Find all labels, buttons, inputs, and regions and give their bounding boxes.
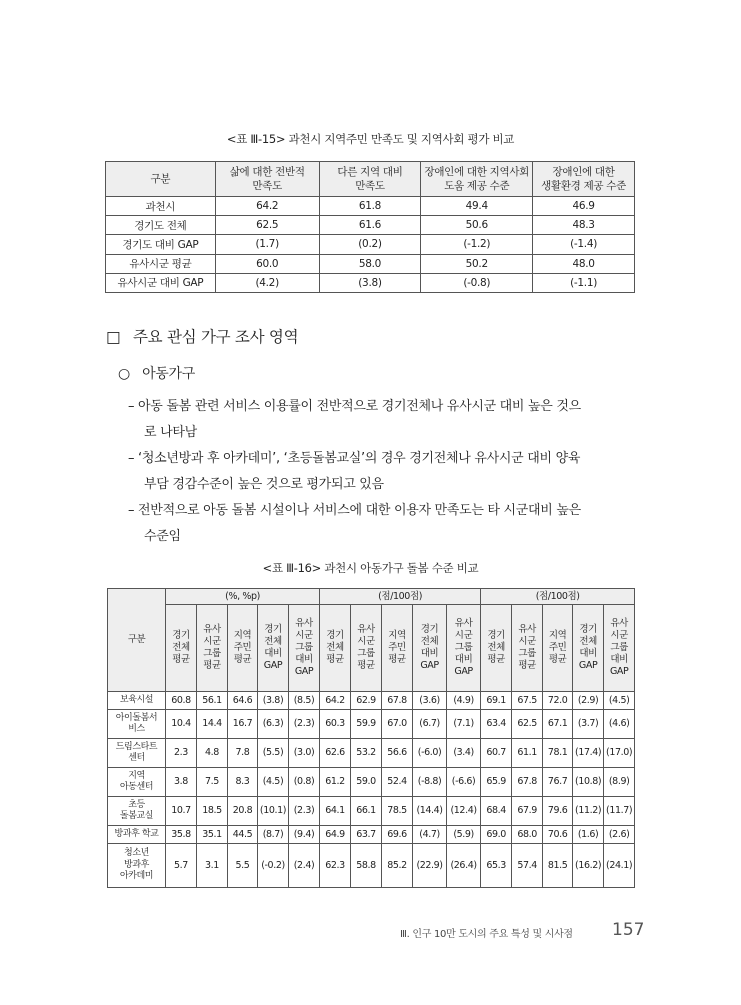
table1-cell: 58.0 (319, 254, 421, 273)
bullet-list (128, 394, 638, 550)
table1-row-label: 경기도 전체 (106, 216, 216, 235)
table2-cell: 62.5 (512, 710, 543, 739)
table1-header-cell (319, 162, 421, 197)
table1-row-label: 유사시군 평균 (106, 254, 216, 273)
table1-cell: (3.8) (319, 273, 421, 292)
section-heading (106, 325, 298, 347)
table1-header-text: 장애인에 대한 지역사회 도움 제공 수준 (424, 166, 530, 192)
table2-sub-header: 경기 전체 평균 (166, 605, 197, 692)
table2-cell: (8.7) (258, 826, 289, 844)
table2-group-header: (점/100점) (481, 589, 635, 605)
table2-cell: 4.8 (197, 739, 228, 768)
sub-text: 아동가구 (142, 366, 195, 382)
table2-cell: 53.2 (351, 739, 382, 768)
table2-cell: 67.8 (382, 692, 413, 710)
table2-cell: (22.9) (413, 844, 447, 888)
table2-cell: (3.4) (447, 739, 481, 768)
table2-cell: (17.4) (573, 739, 604, 768)
table2-cell: 7.8 (228, 739, 258, 768)
table1-cell: (1.7) (215, 235, 319, 254)
table1-cell: 46.9 (533, 197, 635, 216)
page-number: 157 (612, 920, 645, 940)
table2-sub-header: 경기 전체 대비 GAP (573, 605, 604, 692)
table1-cell: (0.2) (319, 235, 421, 254)
table2-cell: 58.8 (351, 844, 382, 888)
table2-row (108, 844, 635, 888)
bullet-line: ‘청소년방과 후 아카데미’, ‘초등돌봄교실’의 경우 경기전체나 유사시군 대비 양육 (138, 451, 581, 466)
table2-sub-header: 유사 시군 그룹 평균 (351, 605, 382, 692)
table2-sub-header: 지역 주민 평균 (543, 605, 573, 692)
table2-cell: 62.3 (320, 844, 351, 888)
table1-caption: <표 Ⅲ-15> 과천시 지역주민 만족도 및 지역사회 평가 비교 (226, 132, 515, 146)
table1-cell: 61.6 (319, 216, 421, 235)
table2-cell: 60.8 (166, 692, 197, 710)
table2-cell: (4.5) (258, 768, 289, 797)
table2-cell: (12.4) (447, 797, 481, 826)
table2-cell: 63.7 (351, 826, 382, 844)
table1-cell: 48.0 (533, 254, 635, 273)
table2-cell: 10.4 (166, 710, 197, 739)
table2-cell: (17.0) (604, 739, 635, 768)
table2-cell: 62.6 (320, 739, 351, 768)
table2-group-header: (점/100점) (320, 589, 481, 605)
table2-cell: 78.1 (543, 739, 573, 768)
subsection-heading (118, 363, 195, 383)
table2-sub-header: 유사 시군 그룹 대비 GAP (604, 605, 635, 692)
table2-cell: (11.7) (604, 797, 635, 826)
bullet-item (128, 498, 638, 550)
bullet-dash: – (128, 451, 135, 466)
table2-cell: (-6.6) (447, 768, 481, 797)
table2-group-row (108, 589, 635, 605)
table2-cell: 67.8 (512, 768, 543, 797)
table2-cell: 52.4 (382, 768, 413, 797)
table2-cell: (6.3) (258, 710, 289, 739)
table2-cell: 68.4 (481, 797, 512, 826)
table2-cell: 68.0 (512, 826, 543, 844)
table2-cell: (-6.0) (413, 739, 447, 768)
table2-cell: 76.7 (543, 768, 573, 797)
table1-row (106, 235, 635, 254)
table1-cell: (-1.1) (533, 273, 635, 292)
table2-cell: (10.8) (573, 768, 604, 797)
table2-cell: 35.1 (197, 826, 228, 844)
satisfaction-table (105, 161, 635, 293)
childcare-table (107, 588, 635, 888)
table2-cell: (2.3) (289, 710, 320, 739)
table2-cell: (-0.2) (258, 844, 289, 888)
table1-row (106, 273, 635, 292)
table2-cell: (26.4) (447, 844, 481, 888)
table2-cell: 59.0 (351, 768, 382, 797)
sub-marker: ○ (118, 366, 130, 382)
table2-cell: 5.7 (166, 844, 197, 888)
table2-row-label: 청소년 방과후 아카데미 (108, 844, 166, 888)
table2-cell: (4.9) (447, 692, 481, 710)
table2-cell: 78.5 (382, 797, 413, 826)
bullet-item (128, 446, 638, 498)
table2-cell: (-8.8) (413, 768, 447, 797)
table2-cell: 64.1 (320, 797, 351, 826)
table1-cell: (-0.8) (421, 273, 533, 292)
table2-cell: (5.9) (447, 826, 481, 844)
table1-cell: (4.2) (215, 273, 319, 292)
table2-cell: 67.9 (512, 797, 543, 826)
table1-header-cell (215, 162, 319, 197)
table1-row-label: 유사시군 대비 GAP (106, 273, 216, 292)
bullet-line: 전반적으로 아동 돌봄 시설이나 서비스에 대한 이용자 만족도는 타 시군대비 높은 (138, 503, 581, 518)
table2-cell: 16.7 (228, 710, 258, 739)
bullet-line: 로 나타남 (144, 425, 197, 440)
table2-cell: 18.5 (197, 797, 228, 826)
table1-cell: 49.4 (421, 197, 533, 216)
table2-row (108, 692, 635, 710)
table1-cell: (-1.4) (533, 235, 635, 254)
table2-row (108, 797, 635, 826)
table1-cell: 60.0 (215, 254, 319, 273)
table2-cell: 67.0 (382, 710, 413, 739)
table2-row (108, 739, 635, 768)
table2-cell: (2.3) (289, 797, 320, 826)
table2-cell: (16.2) (573, 844, 604, 888)
table2-cell: 63.4 (481, 710, 512, 739)
table2-cell: 5.5 (228, 844, 258, 888)
table2-cell: 57.4 (512, 844, 543, 888)
table2-cell: (2.9) (573, 692, 604, 710)
table2-row (108, 768, 635, 797)
table2-cell: 60.7 (481, 739, 512, 768)
table1-row (106, 254, 635, 273)
table2-cell: (2.6) (604, 826, 635, 844)
table2-cell: 7.5 (197, 768, 228, 797)
table1-header-text: 삶에 대한 전반적 만족도 (229, 166, 305, 192)
footer-text: Ⅲ. 인구 10만 도시의 주요 특성 및 시사점 (400, 929, 573, 940)
table2-sub-header: 유사 시군 그룹 대비 GAP (447, 605, 481, 692)
table2-cell: (1.6) (573, 826, 604, 844)
table2-cell: (7.1) (447, 710, 481, 739)
table2-cell: 60.3 (320, 710, 351, 739)
table2-cell: 56.1 (197, 692, 228, 710)
table2-cell: 3.8 (166, 768, 197, 797)
table1-row-label: 과천시 (106, 197, 216, 216)
table2-sub-header: 경기 전체 대비 GAP (258, 605, 289, 692)
table2-cell: 3.1 (197, 844, 228, 888)
table2-cell: 67.1 (543, 710, 573, 739)
table2-cell: 62.9 (351, 692, 382, 710)
table2-cell: (2.4) (289, 844, 320, 888)
table2-cell: (6.7) (413, 710, 447, 739)
table2-cell: 64.9 (320, 826, 351, 844)
table2-row-label: 보육시설 (108, 692, 166, 710)
table2-cell: 59.9 (351, 710, 382, 739)
table1-cell: 50.6 (421, 216, 533, 235)
table2-cell: 20.8 (228, 797, 258, 826)
table2-row-label: 초등 돌봄교실 (108, 797, 166, 826)
table1-cell: 61.8 (319, 197, 421, 216)
bullet-dash: – (128, 399, 135, 414)
table1-header-cell (421, 162, 533, 197)
table2-cell: 44.5 (228, 826, 258, 844)
table2-cell: 2.3 (166, 739, 197, 768)
table2-cell: 10.7 (166, 797, 197, 826)
table2-row (108, 826, 635, 844)
table2-sub-header: 지역 주민 평균 (228, 605, 258, 692)
table2-cell: (3.7) (573, 710, 604, 739)
table2-cell: (3.0) (289, 739, 320, 768)
table2-sub-header: 경기 전체 평균 (481, 605, 512, 692)
table2-cell: 8.3 (228, 768, 258, 797)
table2-group-header: (%, %p) (166, 589, 320, 605)
table1-header-cell: 구분 (106, 162, 216, 197)
table1-cell: 48.3 (533, 216, 635, 235)
table2-cell: 69.0 (481, 826, 512, 844)
table2-cell: (4.5) (604, 692, 635, 710)
table2-cell: (10.1) (258, 797, 289, 826)
bullet-item (128, 394, 638, 446)
table2-row-label: 지역 아동센터 (108, 768, 166, 797)
table2-cell: (0.8) (289, 768, 320, 797)
table2-cell: (4.7) (413, 826, 447, 844)
table2-cell: 67.5 (512, 692, 543, 710)
heading-text: 주요 관심 가구 조사 영역 (133, 328, 299, 346)
table2-sub-header: 경기 전체 대비 GAP (413, 605, 447, 692)
table2-cell: (8.9) (604, 768, 635, 797)
table2-row (108, 710, 635, 739)
table2-cell: (24.1) (604, 844, 635, 888)
table2-cell: 69.6 (382, 826, 413, 844)
table2-cell: (14.4) (413, 797, 447, 826)
table2-cell: (3.6) (413, 692, 447, 710)
bullet-line: 수준임 (144, 529, 181, 544)
heading-marker: □ (106, 328, 121, 346)
table1-header-cell (533, 162, 635, 197)
table1-row (106, 197, 635, 216)
table2-cell: 81.5 (543, 844, 573, 888)
table1-header-text: 장애인에 대한 생활환경 제공 수준 (541, 166, 626, 192)
table2-sub-header: 유사 시군 그룹 평균 (512, 605, 543, 692)
table2-cell: (9.4) (289, 826, 320, 844)
table1-cell: 50.2 (421, 254, 533, 273)
table2-cell: 65.3 (481, 844, 512, 888)
table2-cell: 35.8 (166, 826, 197, 844)
table2-cell: 64.6 (228, 692, 258, 710)
table2-cell: (8.5) (289, 692, 320, 710)
table2-cell: 69.1 (481, 692, 512, 710)
table2-row-label: 아이돌봄서 비스 (108, 710, 166, 739)
table2-cell: 61.1 (512, 739, 543, 768)
table2-cell: 70.6 (543, 826, 573, 844)
table2-cell: (3.8) (258, 692, 289, 710)
table2-caption: <표 Ⅲ-16> 과천시 아동가구 돌봄 수준 비교 (262, 561, 479, 575)
table2-corner: 구분 (108, 589, 166, 692)
bullet-line: 아동 돌봄 관련 서비스 이용률이 전반적으로 경기전체나 유사시군 대비 높은 것으 (138, 399, 581, 414)
bullet-line: 부담 경감수준이 높은 것으로 평가되고 있음 (144, 477, 384, 492)
table2-sub-header: 유사 시군 그룹 평균 (197, 605, 228, 692)
table2-cell: (4.6) (604, 710, 635, 739)
table2-cell: (11.2) (573, 797, 604, 826)
table2-sub-row (108, 605, 635, 692)
table2-cell: 66.1 (351, 797, 382, 826)
table1-row (106, 216, 635, 235)
table2-cell: 64.2 (320, 692, 351, 710)
table2-row-label: 드림스타트 센터 (108, 739, 166, 768)
table1-cell: (-1.2) (421, 235, 533, 254)
table2-cell: 56.6 (382, 739, 413, 768)
table1-cell: 62.5 (215, 216, 319, 235)
table2-row-label: 방과후 학교 (108, 826, 166, 844)
table2-sub-header: 지역 주민 평균 (382, 605, 413, 692)
table2-cell: 79.6 (543, 797, 573, 826)
table2-sub-header: 유사 시군 그룹 대비 GAP (289, 605, 320, 692)
table2-cell: 14.4 (197, 710, 228, 739)
table1-cell: 64.2 (215, 197, 319, 216)
table2-cell: (5.5) (258, 739, 289, 768)
bullet-dash: – (128, 503, 135, 518)
table1-row-label: 경기도 대비 GAP (106, 235, 216, 254)
table2-sub-header: 경기 전체 평균 (320, 605, 351, 692)
table2-cell: 61.2 (320, 768, 351, 797)
table2-cell: 72.0 (543, 692, 573, 710)
table1-header-text: 다른 지역 대비 만족도 (337, 166, 403, 192)
table2-cell: 65.9 (481, 768, 512, 797)
table2-cell: 85.2 (382, 844, 413, 888)
table1-header-row (106, 162, 635, 197)
